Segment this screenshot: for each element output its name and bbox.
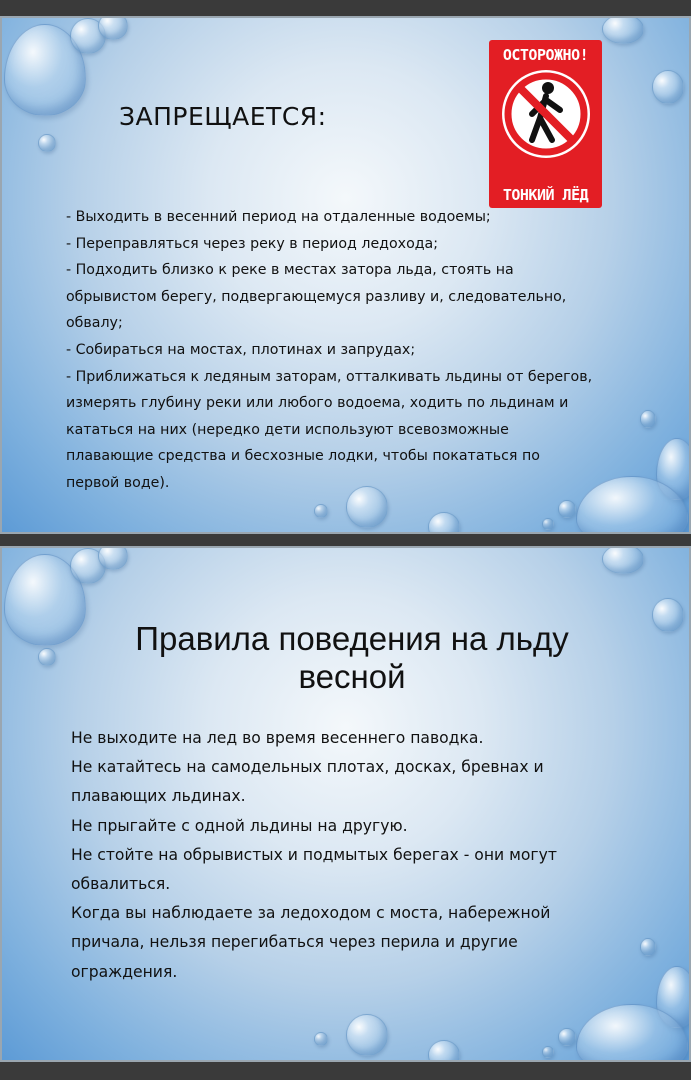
bubble-decoration [98, 16, 128, 40]
text-line: кататься на них (нередко дети используют всевозможные [66, 421, 509, 438]
bubble-decoration [542, 518, 554, 530]
text-line: ограждения. [71, 962, 178, 981]
text-line: Не стойте на обрывистых и подмытых берегах - они могут [71, 845, 557, 864]
text-line: Когда вы наблюдаете за ледоходом с моста, набережной [71, 904, 551, 923]
bubble-decoration [314, 1032, 328, 1046]
bubble-decoration [38, 134, 56, 152]
text-line: обвалу; [66, 315, 123, 332]
slide-title [42, 620, 662, 696]
text-line: - Выходить в весенний период на отдаленные водоемы; [66, 209, 491, 225]
title-line-2: весной [298, 658, 406, 695]
text-line: обрывистом берегу, подвергающемуся разливу и, следовательно, [66, 288, 567, 305]
bubble-decoration [558, 1028, 576, 1046]
bubble-decoration [558, 500, 576, 518]
bubble-decoration [428, 1040, 460, 1062]
rules-text [71, 724, 651, 987]
text-line: Не катайтесь на самодельных плотах, досках, бревнах и [71, 758, 544, 777]
text-line: измерять глубину реки или любого водоема, ходить по льдинам и [66, 395, 569, 412]
sign-top-text: ОСТОРОЖНО! [502, 46, 589, 64]
title-line-1: Правила поведения на льду [135, 620, 569, 657]
text-line: причала, нельзя перегибаться через перила и другие [71, 933, 518, 952]
text-line: - Приближаться к ледяным заторам, отталкивать льдины от берегов, [66, 368, 593, 385]
text-line: - Подходить близко к реке в местах затора льда, стоять на [66, 262, 514, 279]
slide-prohibitions [0, 16, 691, 534]
text-line: Не выходите на лед во время весеннего паводка. [71, 729, 484, 747]
bubble-decoration [542, 1046, 554, 1058]
pedestrian-prohibited-icon [502, 70, 590, 158]
text-line: - Переправляться через реку в период ледохода; [66, 235, 439, 252]
bubble-decoration [602, 16, 644, 44]
bubble-decoration [652, 70, 684, 104]
bubble-decoration [314, 504, 328, 518]
bubble-decoration [428, 512, 460, 534]
thin-ice-warning-sign [489, 40, 602, 208]
sign-bottom-text: ТОНКИЙ ЛЁД [502, 186, 589, 204]
bubble-decoration [98, 546, 128, 570]
text-line: обвалиться. [71, 875, 171, 894]
text-line: - Собираться на мостах, плотинах и запрудах; [66, 341, 416, 358]
text-line: плавающих льдинах. [71, 787, 246, 806]
bubble-decoration [602, 546, 644, 574]
bubble-decoration [346, 1014, 388, 1056]
slide-title: ЗАПРЕЩАЕТСЯ: [119, 102, 327, 131]
slide-ice-rules [0, 546, 691, 1062]
text-line: плавающие средства и бесхозные лодки, чтобы покататься по [66, 448, 540, 465]
prohibitions-text [66, 204, 656, 497]
text-line: первой воде). [66, 474, 170, 491]
text-line: Не прыгайте с одной льдины на другую. [71, 816, 408, 835]
